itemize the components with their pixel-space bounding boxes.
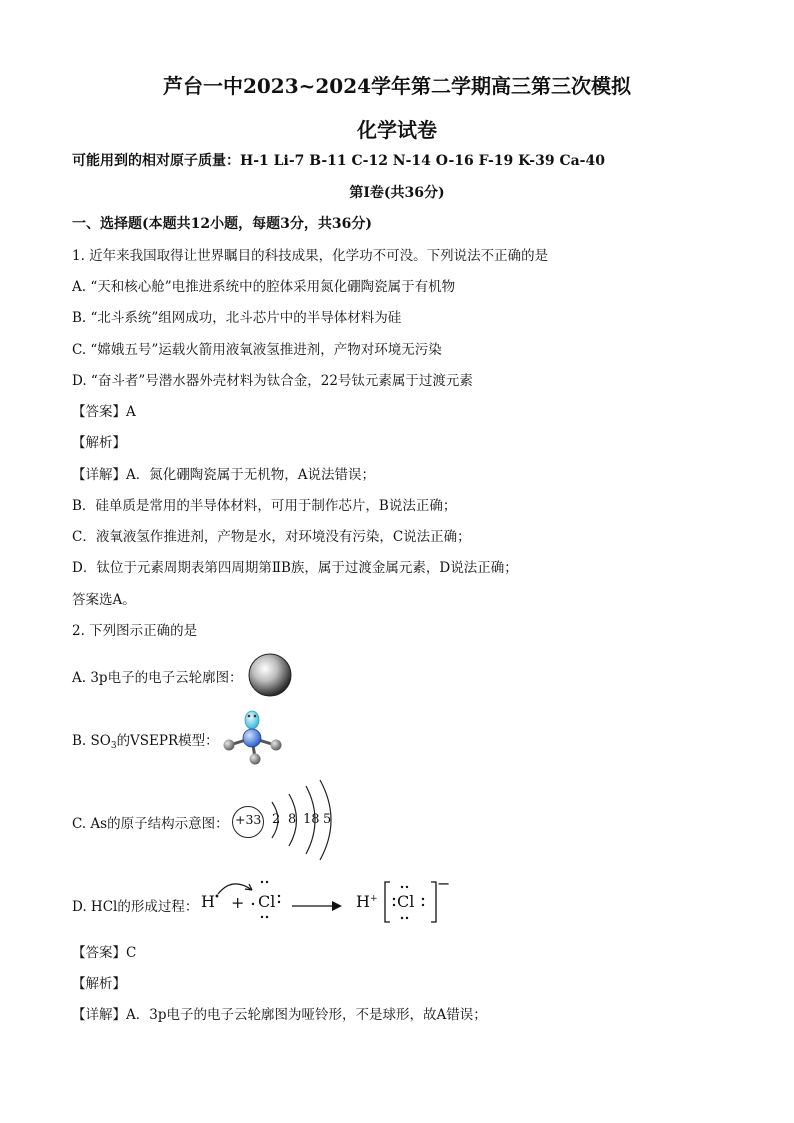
nucleus-charge: +33 — [235, 812, 262, 827]
chlorine-atom: Cl — [258, 892, 276, 911]
q1-stem: 1. 近年来我国取得让世界瞩目的科技成果，化学功不可没。下列说法不正确的是 — [72, 248, 549, 264]
chloride-ion: Cl — [397, 892, 415, 911]
shell-3-count: 18 — [303, 812, 320, 827]
q2-detail-a: 【详解】A．3p电子的电子云轮廓图为哑铃形，不是球形，故A错误； — [72, 1007, 487, 1023]
q2-option-d: D. HCl的形成过程： — [72, 899, 199, 915]
hydrogen-ion-symbol: H — [356, 892, 370, 911]
shell-4-count: 5 — [323, 812, 332, 827]
q1-detail-b: B．硅单质是常用的半导体材料，可用于制作芯片，B说法正确； — [72, 498, 457, 514]
paper-subtitle: 化学试卷 — [357, 118, 437, 142]
shell-1-count: 2 — [272, 812, 281, 827]
q1-option-d: D. “奋斗者”号潜水器外壳材料为钛合金，22号钛元素属于过渡元素 — [72, 373, 473, 389]
vsepr-model-image — [218, 706, 288, 768]
atomic-mass-line: 可能用到的相对原子质量：H-1 Li-7 B-11 C-12 N-14 O-16 F-19 K-39 Ca-40 — [72, 153, 605, 169]
q1-answer: 【答案】A — [72, 404, 136, 420]
q1-detail-a: 【详解】A．氮化硼陶瓷属于无机物，A说法错误； — [72, 467, 375, 483]
q1-option-c: C. “嫦娥五号”运载火箭用液氧液氢推进剂，产物对环境无污染 — [72, 342, 442, 358]
page-title: 芦台一中2023~2024学年第二学期高三第三次模拟 — [162, 74, 632, 98]
q2-option-b-post: 的VSEPR模型： — [116, 733, 219, 749]
q1-analysis: 【解析】 — [72, 435, 126, 451]
hydrogen-electron-dot: • — [214, 892, 220, 903]
q2-answer: 【答案】C — [72, 945, 137, 961]
q2-option-c: C. As的原子结构示意图： — [72, 816, 229, 832]
hydrogen-atom: H — [201, 892, 215, 911]
hydrogen-ion — [356, 892, 378, 911]
q2-stem: 2. 下列图示正确的是 — [72, 623, 198, 639]
volume-heading: 第Ⅰ卷(共36分) — [349, 185, 445, 201]
shell-2-count: 8 — [288, 812, 297, 827]
q1-detail-c: C．液氧液氢作推进剂，产物是水，对环境没有污染，C说法正确； — [72, 529, 471, 545]
sphere-orbital-image — [246, 652, 294, 698]
q1-option-b: B. “北斗系统”组网成功，北斗芯片中的半导体材料为硅 — [72, 310, 402, 326]
plus-sign: + — [231, 893, 245, 912]
q1-conclusion: 答案选A。 — [72, 592, 136, 608]
q2-option-b — [72, 729, 219, 751]
q2-analysis: 【解析】 — [72, 976, 126, 992]
q2-option-b-sub: 3 — [110, 741, 117, 751]
hydrogen-ion-charge: + — [369, 894, 378, 904]
q1-detail-d: D．钛位于元素周期表第四周期第ⅡB族，属于过渡金属元素，D说法正确； — [72, 560, 518, 576]
section-heading: 一、选择题(本题共12小题，每题3分，共36分) — [72, 216, 372, 232]
curved-transfer-arrow — [214, 876, 258, 900]
q1-option-a: A. “天和核心舱”电推进系统中的腔体采用氮化硼陶瓷属于有机物 — [72, 279, 456, 295]
q2-option-a: A. 3p电子的电子云轮廓图： — [72, 670, 243, 686]
reaction-arrow — [292, 898, 344, 914]
q2-option-b-pre: B. SO — [72, 733, 111, 749]
chloride-charge: − — [437, 874, 451, 893]
